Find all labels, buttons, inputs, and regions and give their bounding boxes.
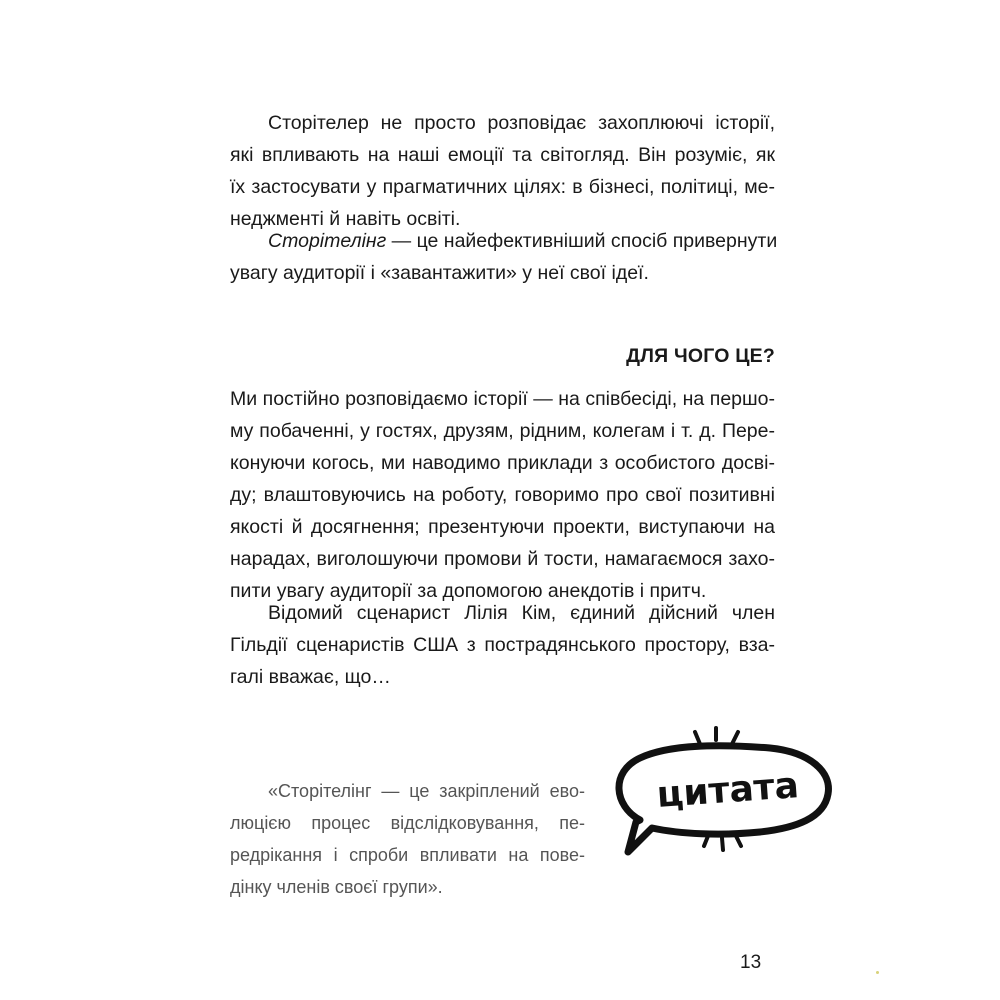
quote-speech-bubble-icon bbox=[600, 720, 840, 870]
paragraph-3-line-3: конуючи когось, ми наводимо приклади з особистого досві- bbox=[230, 452, 775, 474]
paragraph-1-line-1: Сторітелер не просто розповідає захоплюючі історії, bbox=[268, 112, 775, 134]
paragraph-4-line-2: Гільдії сценаристів США з пострадянського простору, взa- bbox=[230, 634, 775, 656]
paragraph-3-line-5: якості й досягнення; презентуючи проекти, виступаючи на bbox=[230, 516, 775, 538]
page-number: 13 bbox=[740, 952, 762, 973]
paragraph-4-line-3: галі вважає, що… bbox=[230, 666, 391, 688]
paragraph-2-line-1 bbox=[268, 225, 778, 257]
paragraph-3-line-7: пити увагу аудиторії за допомогою анекдотів і притч. bbox=[230, 580, 707, 602]
paragraph-3-line-2: му побаченні, у гостях, друзям, рідним, колегам і т. д. Пере- bbox=[230, 420, 775, 442]
quote-line-3: редрікання і спроби впливати на пове- bbox=[230, 845, 585, 865]
quote-line-4: дінку членів своєї групи». bbox=[230, 877, 443, 897]
paragraph-3-line-6: нарадах, виголошуючи промови й тости, намагаємося захо- bbox=[230, 548, 775, 570]
paragraph-1-line-3: їх застосувати у прагматичних цілях: в бізнесі, політиці, ме- bbox=[230, 176, 775, 198]
quote-line-2: люцією процес відслідковування, пе- bbox=[230, 813, 585, 833]
scan-speck bbox=[876, 971, 879, 974]
paragraph-2-line-1-rest: — це найефективніший спосіб привернути bbox=[386, 230, 778, 252]
paragraph-3-line-4: ду; влаштовуючись на роботу, говоримо про свої позитивні bbox=[230, 484, 775, 506]
paragraph-2-line-2: увагу аудиторії і «завантажити» у неї свої ідеї. bbox=[230, 262, 649, 284]
section-heading: ДЛЯ ЧОГО ЦЕ? bbox=[626, 345, 775, 367]
storytelling-term: Сторітелінг bbox=[268, 230, 387, 252]
quote-line-1: «Сторітелінг — це закріплений ево- bbox=[268, 781, 585, 801]
bubble-label: цитата bbox=[655, 765, 801, 816]
paragraph-4-line-1: Відомий сценарист Лілія Кім, єдиний дійсний член bbox=[268, 602, 775, 624]
paragraph-1-line-4: неджменті й навіть освіті. bbox=[230, 208, 461, 230]
paragraph-3-line-1: Ми постійно розповідаємо історії — на співбесіді, на першо- bbox=[230, 388, 775, 410]
paragraph-1-line-2: які впливають на наші емоції та світогляд. Він розуміє, як bbox=[230, 144, 775, 166]
